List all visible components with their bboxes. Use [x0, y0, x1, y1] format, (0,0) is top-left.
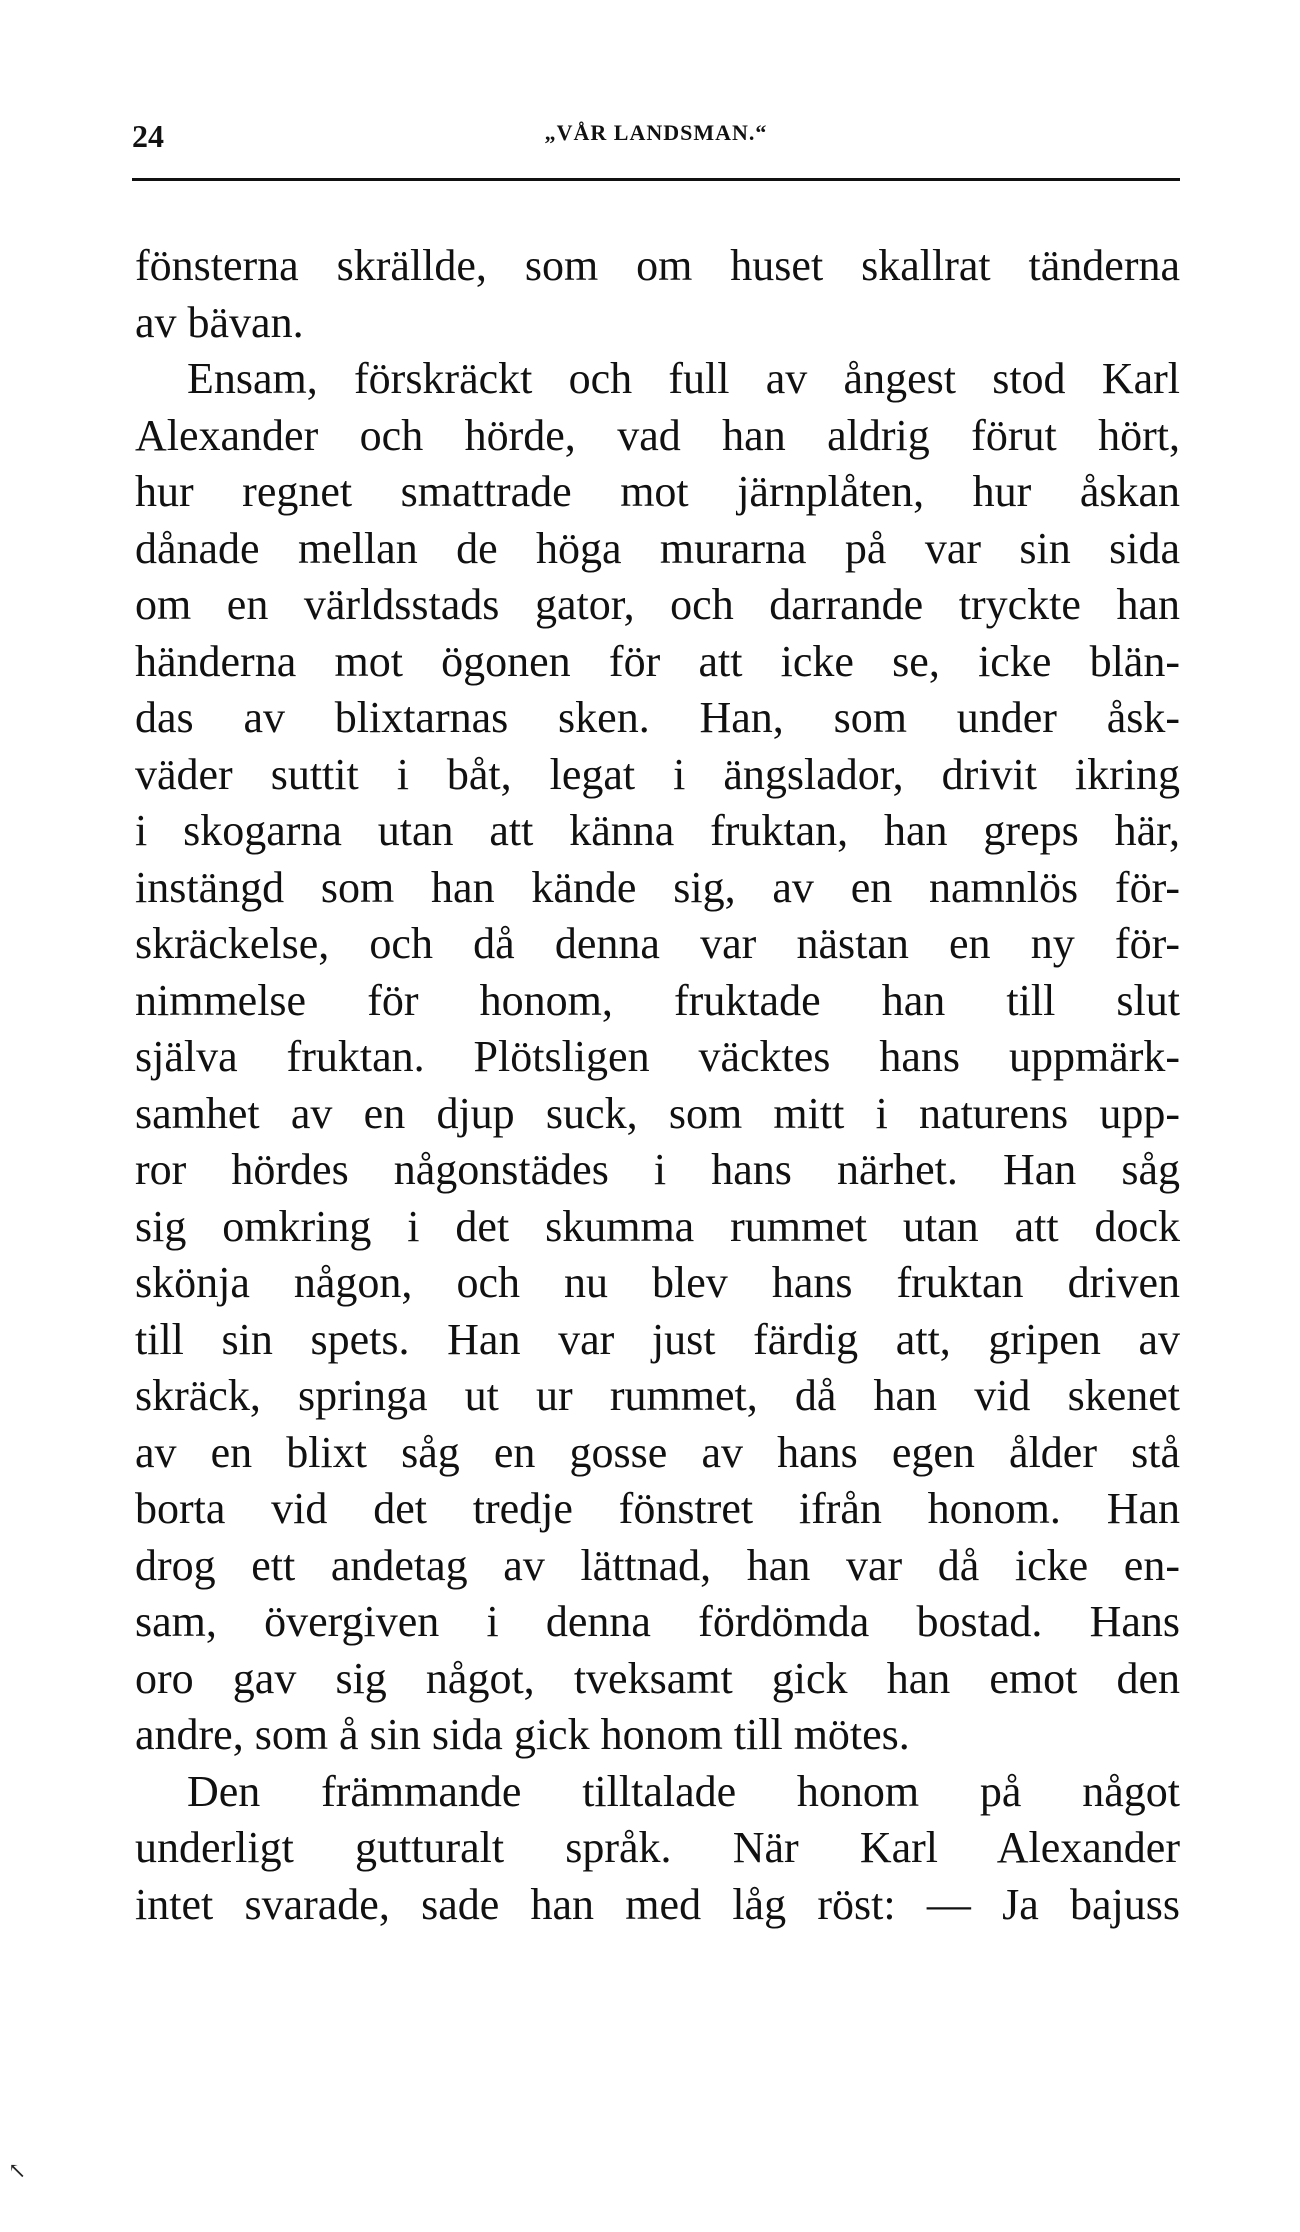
text-line: instängd som han kände sig, av en namnlös för- — [135, 862, 1180, 912]
text-line: sig omkring i det skumma rummet utan att dock — [135, 1201, 1180, 1251]
text-line: Ensam, förskräckt och full av ångest stod Karl — [187, 354, 1180, 403]
text-line: i skogarna utan att känna fruktan, han greps här, — [135, 806, 1180, 855]
text-line: dånade mellan de höga murarna på var sin sida — [135, 523, 1180, 573]
margin-mark-icon: ↖ — [8, 2158, 27, 2183]
text-line: das av blixtarnas sken. Han, som under åsk- — [135, 693, 1180, 742]
text-line: av en blixt såg en gosse av hans egen ålder stå — [135, 1427, 1180, 1477]
text-line: sam, övergiven i denna fördömda bostad. Hans — [135, 1597, 1180, 1646]
text-line: nimmelse för honom, fruktade han till slut — [135, 975, 1180, 1025]
paragraph-2 — [135, 351, 1180, 1764]
header-rule — [132, 178, 1180, 181]
body-text — [135, 238, 1180, 1933]
text-line: själva fruktan. Plötsligen väcktes hans uppmärk- — [135, 1032, 1180, 1081]
text-line: ror hördes någonstädes i hans närhet. Han såg — [135, 1145, 1180, 1194]
text-line: till sin spets. Han var just färdig att, gripen av — [135, 1314, 1180, 1364]
text-line: Alexander och hörde, vad han aldrig förut hört, — [135, 410, 1180, 460]
page-header — [132, 118, 1180, 168]
text-line: borta vid det tredje fönstret ifrån honom. Han — [135, 1484, 1180, 1533]
text-line: fönsterna skrällde, som om huset skallrat tänderna — [135, 241, 1180, 290]
text-line: av bävan. — [135, 297, 304, 347]
running-title: „VÅR LANDSMAN.“ — [544, 120, 768, 145]
page-number: 24 — [132, 118, 164, 154]
text-line: oro gav sig något, tveksamt gick han emot den — [135, 1653, 1180, 1703]
text-line: väder suttit i båt, legat i ängslador, drivit ikring — [135, 749, 1180, 799]
text-line: intet svarade, sade han med låg röst: — Ja bajuss — [135, 1879, 1180, 1929]
text-line: skräckelse, och då denna var nästan en ny för- — [135, 919, 1180, 968]
text-line: samhet av en djup suck, som mitt i naturens upp- — [135, 1088, 1180, 1138]
text-line: skräck, springa ut ur rummet, då han vid skenet — [135, 1371, 1180, 1420]
paragraph-3 — [135, 1764, 1180, 1934]
text-line: skönja någon, och nu blev hans fruktan driven — [135, 1258, 1180, 1307]
text-line: om en världsstads gator, och darrande tryckte han — [135, 580, 1180, 629]
text-line: underligt gutturalt språk. När Karl Alexander — [135, 1823, 1180, 1872]
paragraph-1 — [135, 238, 1180, 351]
text-line: andre, som å sin sida gick honom till mötes. — [135, 1710, 910, 1759]
text-line: händerna mot ögonen för att icke se, icke blän- — [135, 636, 1180, 686]
text-line: drog ett andetag av lättnad, han var då icke en- — [135, 1540, 1180, 1590]
text-line: hur regnet smattrade mot järnplåten, hur åskan — [135, 467, 1180, 516]
text-line: Den främmande tilltalade honom på något — [187, 1766, 1180, 1816]
